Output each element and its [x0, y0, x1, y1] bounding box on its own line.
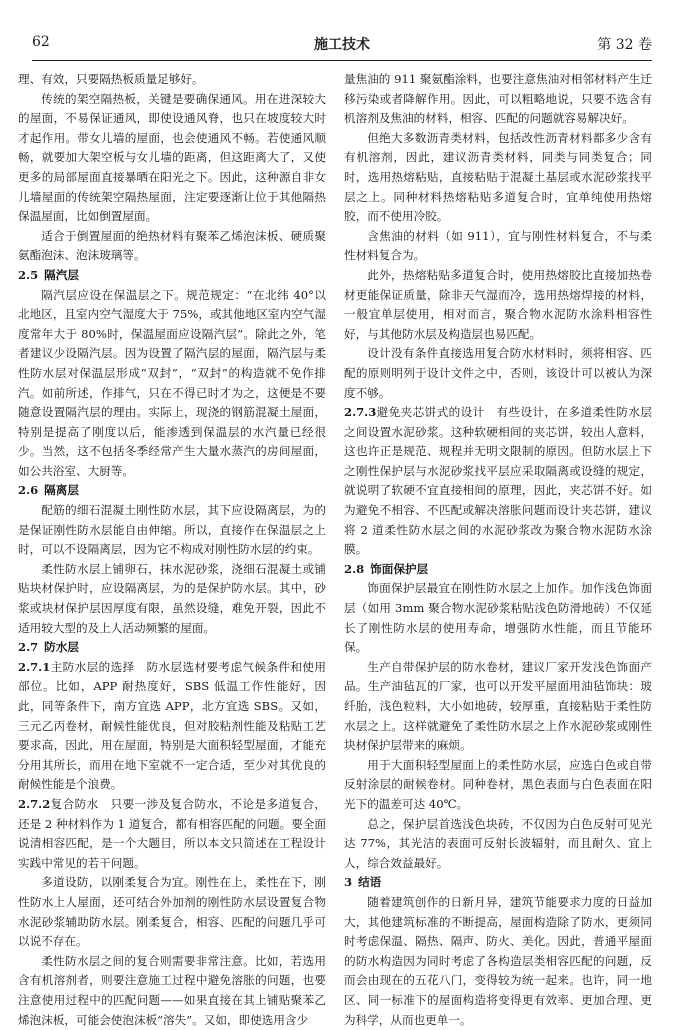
subsection-paragraph [18, 795, 326, 873]
section-number: 2.7 [18, 640, 39, 655]
body-paragraph: 总之，保护层首选浅色块砖，不仅因为白色反射可见光达 77%，其光洁的表面可反射长波辐射，而且耐久、宜上人，综合效益最好。 [344, 816, 652, 870]
body-paragraph: 多道设防，以刚柔复合为宜。刚性在上，柔性在下，刚性防水上人屋面，还可结合外加剂的刚性防水层设置复合物水泥砂浆辅助防水层。刚柔复合，相容、匹配的问题几乎可以说不存在。 [18, 875, 326, 949]
section-heading [18, 638, 326, 658]
section-text: 防水层 [44, 640, 79, 655]
body-paragraph: 理、有效，只要隔热板质量足够好。 [18, 72, 204, 86]
section-text: 复合防水 只要一涉及复合防水，不论是多道复合，还是 2 种材料作为 1 道复合，都有相容匹配的问题。要全面说清相容匹配，是一个大题目，所以本文只简述在工程设计实践中常见的若干问题。 [18, 796, 326, 870]
section-text: 隔汽层 [44, 267, 79, 282]
section-heading [344, 560, 652, 580]
body-paragraph: 配筋的细石混凝土刚性防水层，其下应设隔离层，为的是保证刚性防水层能自由伸缩。所以，直接作在保温层之上时，可以不设隔离层，因为它不构成对刚性防水层的约束。 [18, 503, 326, 557]
body-paragraph: 传统的架空隔热板，关键是要确保通风。用在进深较大的屋面，不易保证通风，即使设通风脊，也只在坡度较大时才起作用。带女儿墙的屋面，也会使通风不畅。若使通风顺畅，就要加大架空板与女儿墙的距离，但这距离大了，又使更多的局部屋面直接暴晒在阳光之下。因此，这种源自非女儿墙屋面的传统架空隔热屋面，注定要逐渐让位于其他隔热保温屋面，比如倒置屋面。 [18, 91, 326, 224]
section-number: 2.6 [18, 483, 39, 498]
section-text: 主防水层的选择 防水层选材要考虑气候条件和使用部位。比如，APP 耐热度好，SBS 低温工作性能好，因此，同等条件下，南方宜选 APP，北方宜选 SBS。又如，三元乙丙卷材，耐候性能优良，但对胶粘剂性能及粘贴工艺要求高，因此，用在屋面，特别是大面积轻型屋面，才能充分用其所长，而用在地下室就不一定合适，至少对其优良的耐候性能是个浪费。 [18, 659, 326, 792]
section-number: 2.8 [344, 561, 365, 576]
body-paragraph: 用于大面积轻型屋面上的柔性防水层，应选白色或自带反射涂层的耐候卷材。同种卷材，黑色表面与白色表面在阳光下的温差可达 40℃。 [344, 757, 652, 811]
section-number: 2.7.3 [344, 405, 377, 420]
volume-label: 第 32 卷 [597, 37, 652, 53]
section-text: 隔离层 [44, 483, 79, 498]
body-paragraph: 柔性防水层上铺卵石，抹水泥砂浆，浇细石混凝土或铺贴块材保护时，应设隔离层，为的是保护防水层。其中，砂浆或块材保护层因厚度有限，虽然设缝，难免开裂，因此不适用较大型的及上人活动频繁的屋面。 [18, 561, 326, 635]
section-text: 饰面保护层 [370, 561, 429, 576]
body-paragraph: 生产自带保护层的防水卷材，建议厂家开发浅色饰面产品。生产油毡瓦的厂家，也可以开发平屋面用油毡饰块：玻纤胎，浅色粒料，大小如地砖，较厚重，直接粘贴于柔性防水层之上。这样就避免了柔性防水层之上作水泥砂浆或刚性块材保护层带来的麻烦。 [344, 659, 652, 753]
page-number: 62 [32, 34, 50, 50]
body-paragraph: 柔性防水层之间的复合则需要非常注意。比如，若选用含有机溶剂者，则要注意施工过程中避免溶胀的问题，也要注意使用过程中的匹配问题——如果直接在其上铺贴聚苯乙烯泡沫板，可能会使泡沫板“溶失”。又如，即使选用含少 [18, 953, 326, 1027]
section-heading [18, 481, 326, 501]
journal-title: 施工技术 [314, 37, 370, 53]
body-paragraph: 设计没有条件直接选用复合防水材料时，须将相容、匹配的原则明列于设计文件之中，否则，该设计可以被认为深度不够。 [344, 346, 652, 400]
body-paragraph: 量焦油的 911 聚氨酯涂料，也要注意焦油对相邻材料产生迁移污染或者降解作用。因此，可以粗略地说，只要不选含有机溶剂及焦油的材料，相容、匹配的问题就容易解决好。 [344, 72, 652, 126]
body-paragraph: 适合于倒置屋面的绝热材料有聚苯乙烯泡沫板、硬质聚氨酯泡沫、泡沫玻璃等。 [18, 228, 326, 263]
page-header [32, 34, 652, 56]
section-heading [18, 266, 326, 286]
body-paragraph: 此外，热熔粘贴多道复合时，使用热熔胶比直接加热卷材更能保证质量，除非天气湿而冷，选用热熔焊接的材料，一般宜单层使用，相对而言，聚合物水泥防水涂料相容性好，与其他防水层及构造层也易匹配。 [344, 267, 652, 341]
body-paragraph: 含焦油的材料（如 911），宜与刚性材料复合，不与柔性材料复合为。 [344, 228, 652, 263]
body-paragraph: 隔汽层应设在保温层之下。规范规定：“在北纬 40°以北地区，且室内空气湿度大于 75%，或其他地区室内空气湿度常年大于 80%时，保温屋面应设隔汽层”。除此之外，笔者建议少设隔汽层。因为设置了隔汽层的屋面，隔汽层与柔性防水层对保温层形成“双封”，“双封”的构造就不免作排汽。如前所述，作排气，只在不得已时才为之，这便是不要随意设置隔汽层的理由。实际上，现浇的钢筋混凝土屋面，特别是提高了刚度以后，能渗透到保温层的水汽量已经很少。当然，这不包括冬季经常产生大量水蒸汽的房间屋面，如公共浴室、大厨等。 [18, 287, 326, 478]
right-column [344, 70, 652, 1030]
header-rule [32, 60, 652, 61]
body-paragraph: 随着建筑创作的日新月异，建筑节能要求力度的日益加大，其他建筑标准的不断提高，屋面构造除了防水，更须同时考虑保温、隔热、隔声、防火、美化。因此，普通平屋面的防水构造因为同时考虑了各构造层类相容匹配的问题，反而会由现在的五花八门，变得较为统一起来。也许，同一地区、同一标准下的屋面构造将变得更有效率、更加合理、更为科学，从而也更单一。 [344, 894, 652, 1027]
body-paragraph: 但绝大多数沥青类材料，包括改性沥青材料都多少含有有机溶剂，因此，建议沥青类材料，同类与同类复合；同时，选用热熔粘贴，直接粘贴于混凝土基层或水泥砂浆找平层之上。同种材料热熔粘贴多道复合时，宜单纯使用热熔胶，而不使用冷胶。 [344, 130, 652, 224]
section-number: 2.7.1 [18, 659, 51, 674]
section-text: 避免夹芯饼式的设计 有些设计，在多道柔性防水层之间设置水泥砂浆。这种软硬相间的夹芯饼，较出人意料，这也许正是规范、规程并无明文限制的原因。但防水层上下之刚性保护层与水泥砂浆找平层应采取隔离或设缝的规定，就说明了软硬不宜直接相间的原理，因此，夹芯饼不好。如为避免不相容、不匹配或解决溶胀问题而设计夹芯饼，建议将 2 道柔性防水层之间的水泥砂浆改为聚合物水泥防水涂膜。 [344, 405, 652, 557]
left-column [18, 70, 326, 1030]
section-text: 结语 [358, 875, 382, 890]
section-number: 2.5 [18, 267, 39, 282]
section-number: 2.7.2 [18, 796, 51, 811]
subsection-paragraph [18, 658, 326, 795]
section-number: 3 [344, 875, 353, 890]
body-paragraph: 饰面保护层最宜在刚性防水层之上加作。加作浅色饰面层（如用 3mm 聚合物水泥砂浆粘贴浅色防滑地砖）不仅延长了刚性防水层的使用寿命，增强防水性能，而且节能环保。 [344, 581, 652, 655]
section-heading [344, 873, 652, 893]
subsection-paragraph [344, 403, 652, 560]
